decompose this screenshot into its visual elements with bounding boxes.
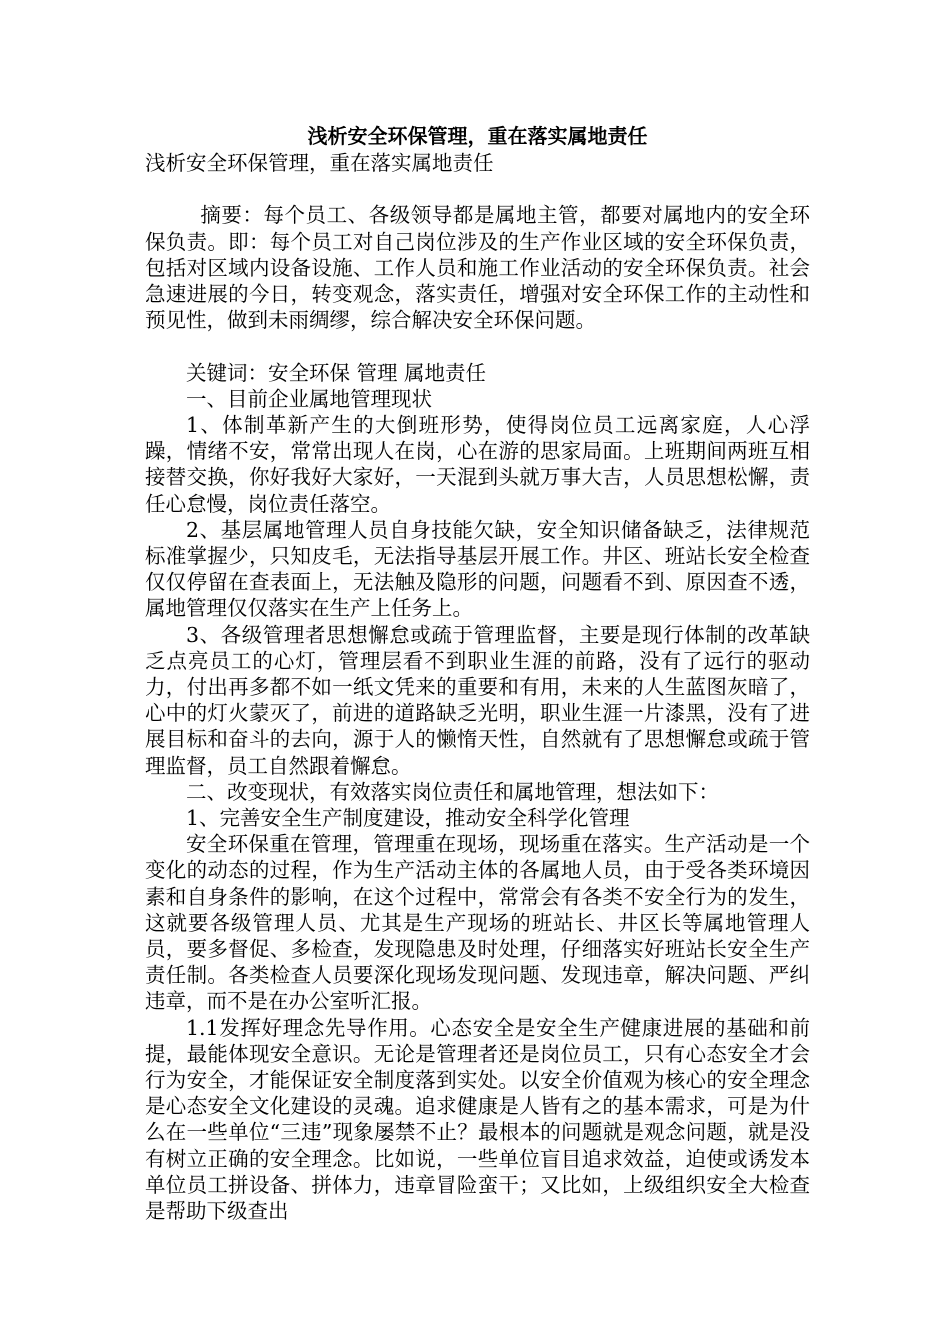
section-heading-1: 一、目前企业属地管理现状 [186, 386, 432, 411]
section-heading-2: 二、改变现状，有效落实岗位责任和属地管理，想法如下： [186, 779, 719, 804]
document-body [145, 123, 810, 1224]
abstract-paragraph: 摘要：每个员工、各级领导都是属地主管，都要对属地内的安全环保负责。即：每个员工对自己岗位涉及的生产作业区域的安全环保负责，包括对区域内设备设施、工作人员和施工作业活动的安全环保负责。社会急速进展的今日，转变观念，落实责任，增强对安全环保工作的主动性和预见性，做到未雨绸缪，综合解决安全环保问题。 [145, 203, 810, 333]
body-paragraph: 3、各级管理者思想懈怠或疏于管理监督，主要是现行体制的改革缺乏点亮员工的心灯，管理层看不到职业生涯的前路，没有了远行的驱动力，付出再多都不如一纸文凭来的重要和有用，未来的人生蓝图灰暗了，心中的灯火蒙灭了，前进的道路缺乏光明，职业生涯一片漆黑，没有了进展目标和奋斗的去向，源于人的懒惰天性，自然就有了思想懈怠或疏于管理监督，员工自然跟着懈怠。 [145, 622, 810, 778]
body-paragraph: 1、体制革新产生的大倒班形势，使得岗位员工远离家庭，人心浮躁，情绪不安，常常出现人在岗，心在游的思家局面。上班期间两班互相接替交换，你好我好大家好，一天混到头就万事大吉，人员思想松懈，责任心怠慢，岗位责任落空。 [145, 413, 810, 516]
document-title: 浅析安全环保管理，重在落实属地责任 [307, 124, 648, 148]
blank-line [145, 333, 810, 359]
document-subtitle: 浅析安全环保管理，重在落实属地责任 [145, 151, 494, 175]
body-paragraph: 1.1发挥好理念先导作用。心态安全是安全生产健康进展的基础和前提，最能体现安全意识。无论是管理者还是岗位员工，只有心态安全才会行为安全，才能保证安全制度落到实处。以安全价值观为核心的安全理念是心态安全文化建设的灵魂。追求健康是人皆有之的基本需求，可是为什么在一些单位“三违”现象屡禁不止？最根本的问题就是观念问题，就是没有树立正确的安全理念。比如说，一些单位盲目追求效益，迫使或诱发本单位员工拼设备、拼体力，违章冒险蛮干；又比如，上级组织安全大检查是帮助下级查出 [145, 1015, 810, 1224]
blank-line [145, 176, 810, 202]
keywords-line: 关键词：安全环保 管理 属地责任 [186, 360, 487, 385]
subsection-heading: 1、完善安全生产制度建设，推动安全科学化管理 [186, 806, 630, 831]
body-paragraph: 安全环保重在管理，管理重在现场，现场重在落实。生产活动是一个变化的动态的过程，作为生产活动主体的各属地人员，由于受各类环境因素和自身条件的影响，在这个过程中，常常会有各类不安全行为的发生，这就要各级管理人员、尤其是生产现场的班站长、井区长等属地管理人员，要多督促、多检查，发现隐患及时处理，仔细落实好班站长安全生产责任制。各类检查人员要深化现场发现问题、发现违章，解决问题、严纠违章，而不是在办公室听汇报。 [145, 832, 810, 1014]
body-paragraph: 2、基层属地管理人员自身技能欠缺，安全知识储备缺乏，法律规范标准掌握少，只知皮毛，无法指导基层开展工作。井区、班站长安全检查仅仅停留在查表面上，无法触及隐形的问题，问题看不到、原因查不透，属地管理仅仅落实在生产上任务上。 [145, 517, 810, 621]
